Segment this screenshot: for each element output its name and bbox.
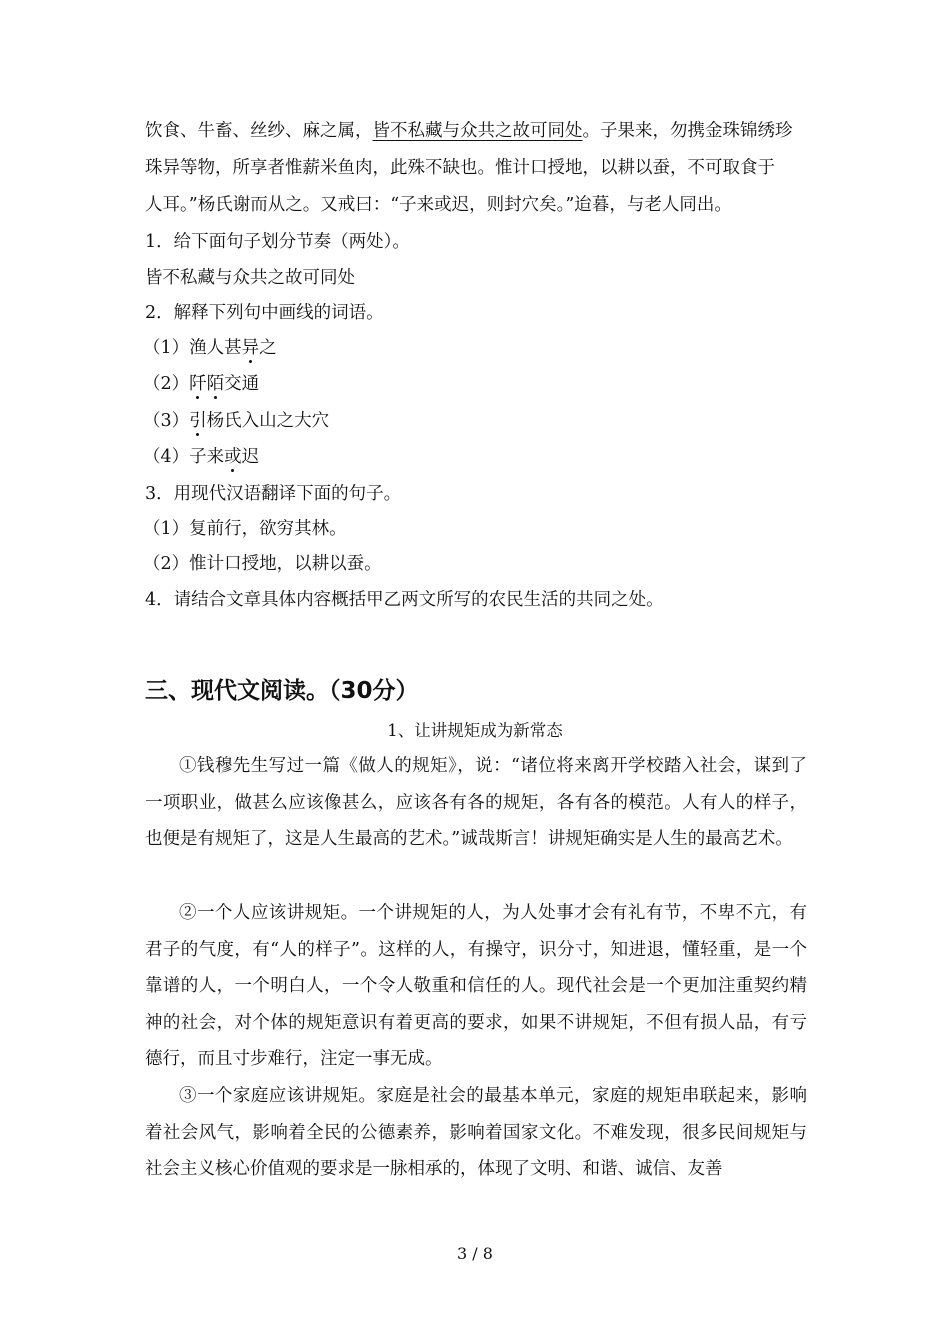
dotted-char: 阡 bbox=[189, 374, 207, 394]
section-heading: 三、现代文阅读。（30分） bbox=[145, 678, 419, 704]
article-paragraph-1: ①钱穆先生写过一篇《做人的规矩》，说：“诸位将来离开学校踏入社会，谋到了一项职业，做甚么应该像甚么，应该各有各的规矩，各有各的模范。人有人的样子，也便是有规矩了，这是人生最高的艺术。”诚哉斯言！讲规矩确实是人生的最高艺术。 bbox=[145, 756, 807, 850]
passage-line-3: 人耳。”杨氏谢而从之。又戒曰：“子来或迟，则封穴矣。”迨暮，与老人同出。 bbox=[145, 195, 732, 215]
passage-text: 。子果来，勿携金珠锦绣珍 bbox=[582, 121, 793, 141]
article-paragraph-2: ②一个人应该讲规矩。一个讲规矩的人，为人处事才会有礼有节，不卑不亢，有君子的气度，有“人的样子”。这样的人，有操守，识分寸，知进退，懂轻重，是一个靠谱的人，一个明白人，一个令人敬重和信任的人。现代社会是一个更加注重契约精神的社会，对个体的规矩意识有着更高的要求，如果不讲规矩，不但有损人品，有亏德行，而且寸步难行，注定一事无成。 bbox=[145, 903, 807, 1070]
question-4: 4．请结合文章具体内容概括甲乙两文所写的农民生活的共同之处。 bbox=[145, 590, 664, 610]
dotted-word: 引 bbox=[189, 411, 207, 431]
article-paragraph-3: ③一个家庭应该讲规矩。家庭是社会的最基本单元，家庭的规矩串联起来，影响着社会风气，影响着全民的公德素养，影响着国家文化。不难发现，很多民间规矩与社会主义核心价值观的要求是一脉相承的，体现了文明、和谐、诚信、友善 bbox=[145, 1086, 807, 1180]
question-3-item-2: （2）惟计口授地，以耕以蚕。 bbox=[143, 554, 382, 574]
dotted-char: 陌 bbox=[206, 374, 225, 394]
passage-line-1 bbox=[145, 119, 793, 143]
question-2-item-4: （4）子来或迟 bbox=[143, 447, 260, 467]
dotted-word: 或 bbox=[224, 447, 242, 467]
article-title: 1、让讲规矩成为新常态 bbox=[387, 721, 563, 740]
dotted-word: 异 bbox=[241, 338, 260, 358]
passage-line-2: 珠异等物，所享者惟薪米鱼肉，此殊不缺也。惟计口授地，以耕以蚕，不可取食于 bbox=[145, 158, 775, 178]
question-1-sentence: 皆不私藏与众共之故可同处 bbox=[145, 268, 355, 288]
passage-text: 饮食、牛畜、丝纱、麻之属， bbox=[145, 121, 373, 141]
question-2-item-2: （2）阡陌交通 bbox=[143, 374, 260, 394]
question-2-item-3: （3）引杨氏入山之大穴 bbox=[143, 411, 330, 431]
underlined-sentence: 皆不私藏与众共之故可同处 bbox=[372, 121, 583, 141]
page-number: 3 / 8 bbox=[457, 1244, 493, 1263]
question-1: 1．给下面句子划分节奏（两处）。 bbox=[145, 232, 410, 252]
question-3-item-1: （1）复前行，欲穷其林。 bbox=[143, 519, 347, 539]
dotted-word bbox=[189, 374, 224, 394]
question-3: 3．用现代汉语翻译下面的句子。 bbox=[145, 484, 402, 504]
question-2: 2．解释下列句中画线的词语。 bbox=[145, 303, 384, 323]
question-2-item-1: （1）渔人甚异之 bbox=[143, 338, 277, 358]
